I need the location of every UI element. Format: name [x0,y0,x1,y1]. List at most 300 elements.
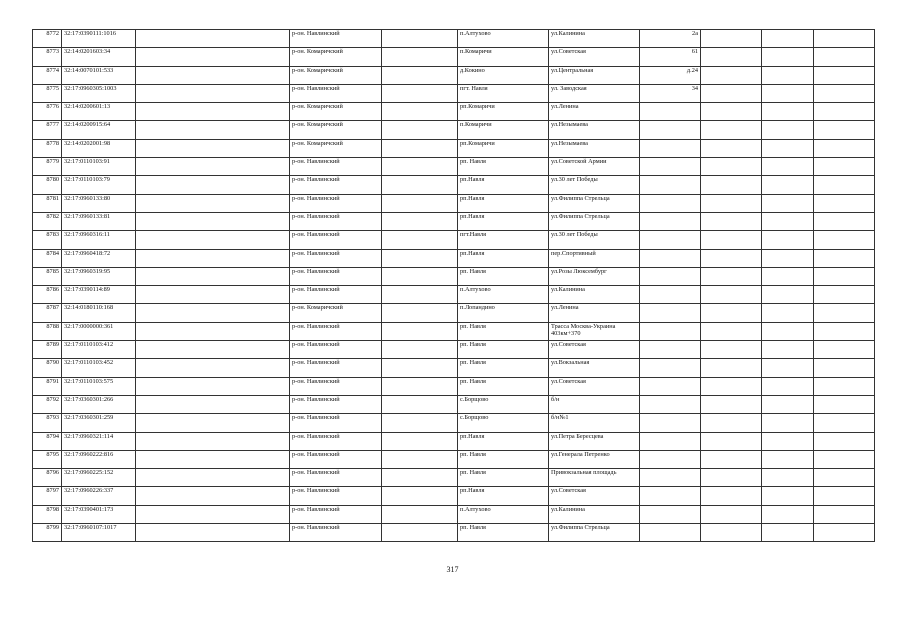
empty-cell [762,524,814,542]
settlement-name: рп.Комаричи [458,103,549,121]
settlement-name: рп.Комаричи [458,139,549,157]
street-address: ул.Розы Люксембург [549,267,640,285]
district-name: р-он. Комаричский [290,121,382,139]
empty-cell [701,66,762,84]
row-number: 8799 [33,524,62,542]
empty-cell [762,84,814,102]
cadastral-number: 32:17:0960226:337 [62,487,136,505]
house-number [640,121,701,139]
house-number [640,524,701,542]
empty-cell [762,487,814,505]
house-number: д.24 [640,66,701,84]
empty-cell [382,30,458,48]
empty-cell [136,249,290,267]
house-number [640,158,701,176]
settlement-name: рп.Навля [458,194,549,212]
district-name: р-он. Комаричский [290,66,382,84]
district-name: р-он. Навлинский [290,194,382,212]
cadastral-number: 32:17:0960321:114 [62,432,136,450]
empty-cell [762,121,814,139]
empty-cell [762,359,814,377]
settlement-name: рп. Навля [458,377,549,395]
street-address: ул.Генерала Петренко [549,450,640,468]
settlement-name: рп. Навля [458,158,549,176]
empty-cell [701,231,762,249]
row-number: 8772 [33,30,62,48]
page-number: 317 [446,565,459,574]
cadastral-number: 32:17:0960319:95 [62,267,136,285]
empty-cell [136,487,290,505]
empty-cell [136,267,290,285]
empty-cell [382,359,458,377]
house-number [640,469,701,487]
district-name: р-он. Навлинский [290,487,382,505]
table-row [33,432,875,450]
empty-cell [701,487,762,505]
empty-cell [701,103,762,121]
empty-cell [382,121,458,139]
row-number: 8796 [33,469,62,487]
house-number [640,341,701,359]
table-row [33,249,875,267]
street-address: ул.Ленина [549,304,640,322]
house-number [640,176,701,194]
house-number [640,414,701,432]
settlement-name: с.Борщово [458,414,549,432]
row-number: 8776 [33,103,62,121]
settlement-name: рп. Навля [458,469,549,487]
street-address: ул.Филиппа Стрельца [549,194,640,212]
table-row [33,304,875,322]
empty-cell [701,524,762,542]
table-row [33,414,875,432]
house-number [640,194,701,212]
cadastral-number: 32:14:0200915:64 [62,121,136,139]
street-address: б/н№1 [549,414,640,432]
empty-cell [136,359,290,377]
empty-cell [762,414,814,432]
settlement-name: п.Алтухово [458,286,549,304]
district-name: р-он. Комаричский [290,103,382,121]
empty-cell [762,432,814,450]
cadastral-number: 32:17:0110103:452 [62,359,136,377]
cadastral-number: 32:17:0960107:1017 [62,524,136,542]
empty-cell [136,176,290,194]
empty-cell [814,66,875,84]
table-row [33,267,875,285]
empty-cell [382,414,458,432]
table-row [33,30,875,48]
empty-cell [136,395,290,413]
row-number: 8773 [33,48,62,66]
settlement-name: рп.Навля [458,249,549,267]
settlement-name: рп.Навля [458,212,549,230]
row-number: 8788 [33,322,62,340]
street-address: ул.Вокзальная [549,359,640,377]
row-number: 8790 [33,359,62,377]
empty-cell [814,121,875,139]
row-number: 8794 [33,432,62,450]
house-number [640,432,701,450]
empty-cell [382,286,458,304]
empty-cell [814,414,875,432]
table-row [33,450,875,468]
district-name: р-он. Навлинский [290,469,382,487]
empty-cell [814,158,875,176]
table-row [33,139,875,157]
cadastral-number: 32:17:0960133:80 [62,194,136,212]
settlement-name: рп. Навля [458,450,549,468]
empty-cell [814,341,875,359]
table-row [33,377,875,395]
empty-cell [701,121,762,139]
empty-cell [814,432,875,450]
row-number: 8789 [33,341,62,359]
empty-cell [762,341,814,359]
cadastral-number: 32:14:0200601:13 [62,103,136,121]
table-row [33,212,875,230]
empty-cell [762,231,814,249]
empty-cell [814,267,875,285]
cadastral-number: 32:14:0202001:98 [62,139,136,157]
settlement-name: рп.Навля [458,176,549,194]
empty-cell [701,84,762,102]
street-address: ул.Незымаева [549,139,640,157]
empty-cell [814,84,875,102]
street-address: ул.Калинина [549,30,640,48]
district-name: р-он. Навлинский [290,414,382,432]
empty-cell [382,231,458,249]
empty-cell [762,304,814,322]
street-address: Трасса Москва-Украина 403км+370 [549,322,640,340]
empty-cell [136,286,290,304]
table-row [33,231,875,249]
empty-cell [136,103,290,121]
empty-cell [382,432,458,450]
settlement-name: рп. Навля [458,267,549,285]
table-row [33,194,875,212]
empty-cell [382,84,458,102]
empty-cell [762,249,814,267]
cadastral-number: 32:17:0960222:816 [62,450,136,468]
settlement-name: п.Комаричи [458,48,549,66]
district-name: р-он. Навлинский [290,30,382,48]
empty-cell [762,194,814,212]
empty-cell [762,66,814,84]
row-number: 8795 [33,450,62,468]
empty-cell [814,505,875,523]
empty-cell [814,359,875,377]
cadastral-number: 32:17:0960316:11 [62,231,136,249]
empty-cell [136,231,290,249]
empty-cell [136,505,290,523]
empty-cell [814,103,875,121]
empty-cell [762,377,814,395]
district-name: р-он. Навлинский [290,524,382,542]
table-row [33,322,875,340]
empty-cell [814,304,875,322]
empty-cell [814,524,875,542]
empty-cell [382,505,458,523]
empty-cell [382,103,458,121]
empty-cell [701,158,762,176]
row-number: 8792 [33,395,62,413]
empty-cell [382,322,458,340]
house-number [640,139,701,157]
empty-cell [382,66,458,84]
street-address: ул.Филиппа Стрельца [549,212,640,230]
house-number: 61 [640,48,701,66]
house-number [640,249,701,267]
table-row [33,487,875,505]
cadastral-number: 32:17:0110103:91 [62,158,136,176]
street-address: пер.Спортивный [549,249,640,267]
district-name: р-он. Навлинский [290,341,382,359]
empty-cell [382,304,458,322]
empty-cell [136,304,290,322]
cadastral-number: 32:17:0390111:1016 [62,30,136,48]
empty-cell [136,212,290,230]
empty-cell [701,194,762,212]
empty-cell [382,194,458,212]
empty-cell [701,450,762,468]
empty-cell [814,212,875,230]
table-row [33,158,875,176]
empty-cell [382,48,458,66]
empty-cell [814,450,875,468]
empty-cell [762,322,814,340]
empty-cell [762,505,814,523]
empty-cell [701,267,762,285]
row-number: 8781 [33,194,62,212]
empty-cell [136,469,290,487]
settlement-name: п.Алтухово [458,505,549,523]
house-number [640,395,701,413]
house-number [640,322,701,340]
empty-cell [701,176,762,194]
empty-cell [814,30,875,48]
settlement-name: с.Борщово [458,395,549,413]
cadastral-number: 32:14:0180110:168 [62,304,136,322]
district-name: р-он. Навлинский [290,212,382,230]
empty-cell [136,158,290,176]
cadastral-number: 32:14:0201603:34 [62,48,136,66]
row-number: 8777 [33,121,62,139]
row-number: 8782 [33,212,62,230]
district-name: р-он. Навлинский [290,359,382,377]
empty-cell [382,249,458,267]
street-address: ул.Калинина [549,505,640,523]
settlement-name: пгт.Навля [458,231,549,249]
row-number: 8791 [33,377,62,395]
settlement-name: п.Комаричи [458,121,549,139]
settlement-name: рп. Навля [458,359,549,377]
house-number [640,359,701,377]
empty-cell [762,176,814,194]
registry-table-body [33,30,875,542]
empty-cell [382,341,458,359]
house-number: 34 [640,84,701,102]
cadastral-number: 32:17:0960305:1003 [62,84,136,102]
table-row [33,359,875,377]
empty-cell [814,176,875,194]
empty-cell [762,30,814,48]
district-name: р-он. Навлинский [290,432,382,450]
house-number [640,103,701,121]
empty-cell [762,450,814,468]
empty-cell [136,414,290,432]
street-address: ул.Незымаева [549,121,640,139]
settlement-name: п.Лопандино [458,304,549,322]
house-number [640,286,701,304]
cadastral-number: 32:17:0110103:79 [62,176,136,194]
settlement-name: рп. Навля [458,524,549,542]
district-name: р-он. Навлинский [290,505,382,523]
empty-cell [136,121,290,139]
empty-cell [382,158,458,176]
empty-cell [814,377,875,395]
district-name: р-он. Навлинский [290,84,382,102]
district-name: р-он. Навлинский [290,267,382,285]
row-number: 8779 [33,158,62,176]
empty-cell [382,469,458,487]
district-name: р-он. Комаричский [290,48,382,66]
cadastral-number: 32:17:0960225:152 [62,469,136,487]
district-name: р-он. Навлинский [290,322,382,340]
row-number: 8787 [33,304,62,322]
table-row [33,341,875,359]
table-row [33,66,875,84]
row-number: 8778 [33,139,62,157]
house-number [640,231,701,249]
row-number: 8780 [33,176,62,194]
empty-cell [136,524,290,542]
empty-cell [701,432,762,450]
district-name: р-он. Навлинский [290,176,382,194]
cadastral-number: 32:17:0960418:72 [62,249,136,267]
empty-cell [814,48,875,66]
house-number [640,212,701,230]
district-name: р-он. Навлинский [290,377,382,395]
street-address: ул.Филиппа Стрельца [549,524,640,542]
empty-cell [382,395,458,413]
empty-cell [814,231,875,249]
empty-cell [136,194,290,212]
settlement-name: рп.Навля [458,487,549,505]
district-name: р-он. Навлинский [290,231,382,249]
district-name: р-он. Навлинский [290,395,382,413]
empty-cell [701,304,762,322]
table-row [33,121,875,139]
empty-cell [701,359,762,377]
empty-cell [814,139,875,157]
empty-cell [382,377,458,395]
empty-cell [701,48,762,66]
district-name: р-он. Навлинский [290,450,382,468]
row-number: 8793 [33,414,62,432]
table-row [33,524,875,542]
row-number: 8774 [33,66,62,84]
street-address: ул.Советская [549,48,640,66]
cadastral-number: 32:17:0960133:81 [62,212,136,230]
registry-table [32,29,875,542]
empty-cell [382,450,458,468]
empty-cell [762,267,814,285]
empty-cell [701,139,762,157]
empty-cell [701,30,762,48]
house-number [640,487,701,505]
settlement-name: д.Кокино [458,66,549,84]
house-number [640,304,701,322]
empty-cell [382,139,458,157]
empty-cell [701,469,762,487]
settlement-name: п.Алтухово [458,30,549,48]
cadastral-number: 32:17:0360301:259 [62,414,136,432]
empty-cell [136,322,290,340]
table-row [33,48,875,66]
house-number [640,450,701,468]
street-address: ул.30 лет Победы [549,176,640,194]
empty-cell [136,432,290,450]
row-number: 8784 [33,249,62,267]
street-address: ул.Центральная [549,66,640,84]
street-address: ул.Советская [549,487,640,505]
empty-cell [814,487,875,505]
district-name: р-он. Навлинский [290,249,382,267]
street-address: ул.Петра Бересцева [549,432,640,450]
empty-cell [762,395,814,413]
street-address: ул.30 лет Победы [549,231,640,249]
empty-cell [701,212,762,230]
row-number: 8775 [33,84,62,102]
row-number: 8783 [33,231,62,249]
street-address: б/н [549,395,640,413]
empty-cell [382,487,458,505]
street-address: ул.Ленина [549,103,640,121]
empty-cell [762,469,814,487]
empty-cell [814,249,875,267]
street-address: ул.Советская [549,377,640,395]
empty-cell [136,450,290,468]
empty-cell [762,158,814,176]
table-row [33,395,875,413]
empty-cell [382,212,458,230]
empty-cell [136,48,290,66]
empty-cell [136,341,290,359]
house-number: 2а [640,30,701,48]
empty-cell [136,66,290,84]
table-row [33,469,875,487]
empty-cell [136,377,290,395]
table-row [33,505,875,523]
row-number: 8785 [33,267,62,285]
street-address: ул. Заводская [549,84,640,102]
street-address: ул.Калинина [549,286,640,304]
empty-cell [382,176,458,194]
cadastral-number: 32:17:0360301:266 [62,395,136,413]
settlement-name: рп. Навля [458,322,549,340]
row-number: 8797 [33,487,62,505]
settlement-name: пгт. Навля [458,84,549,102]
empty-cell [814,469,875,487]
empty-cell [701,341,762,359]
empty-cell [701,505,762,523]
cadastral-number: 32:17:0000000:361 [62,322,136,340]
street-address: ул.Советская [549,341,640,359]
table-row [33,176,875,194]
empty-cell [814,286,875,304]
district-name: р-он. Комаричский [290,139,382,157]
